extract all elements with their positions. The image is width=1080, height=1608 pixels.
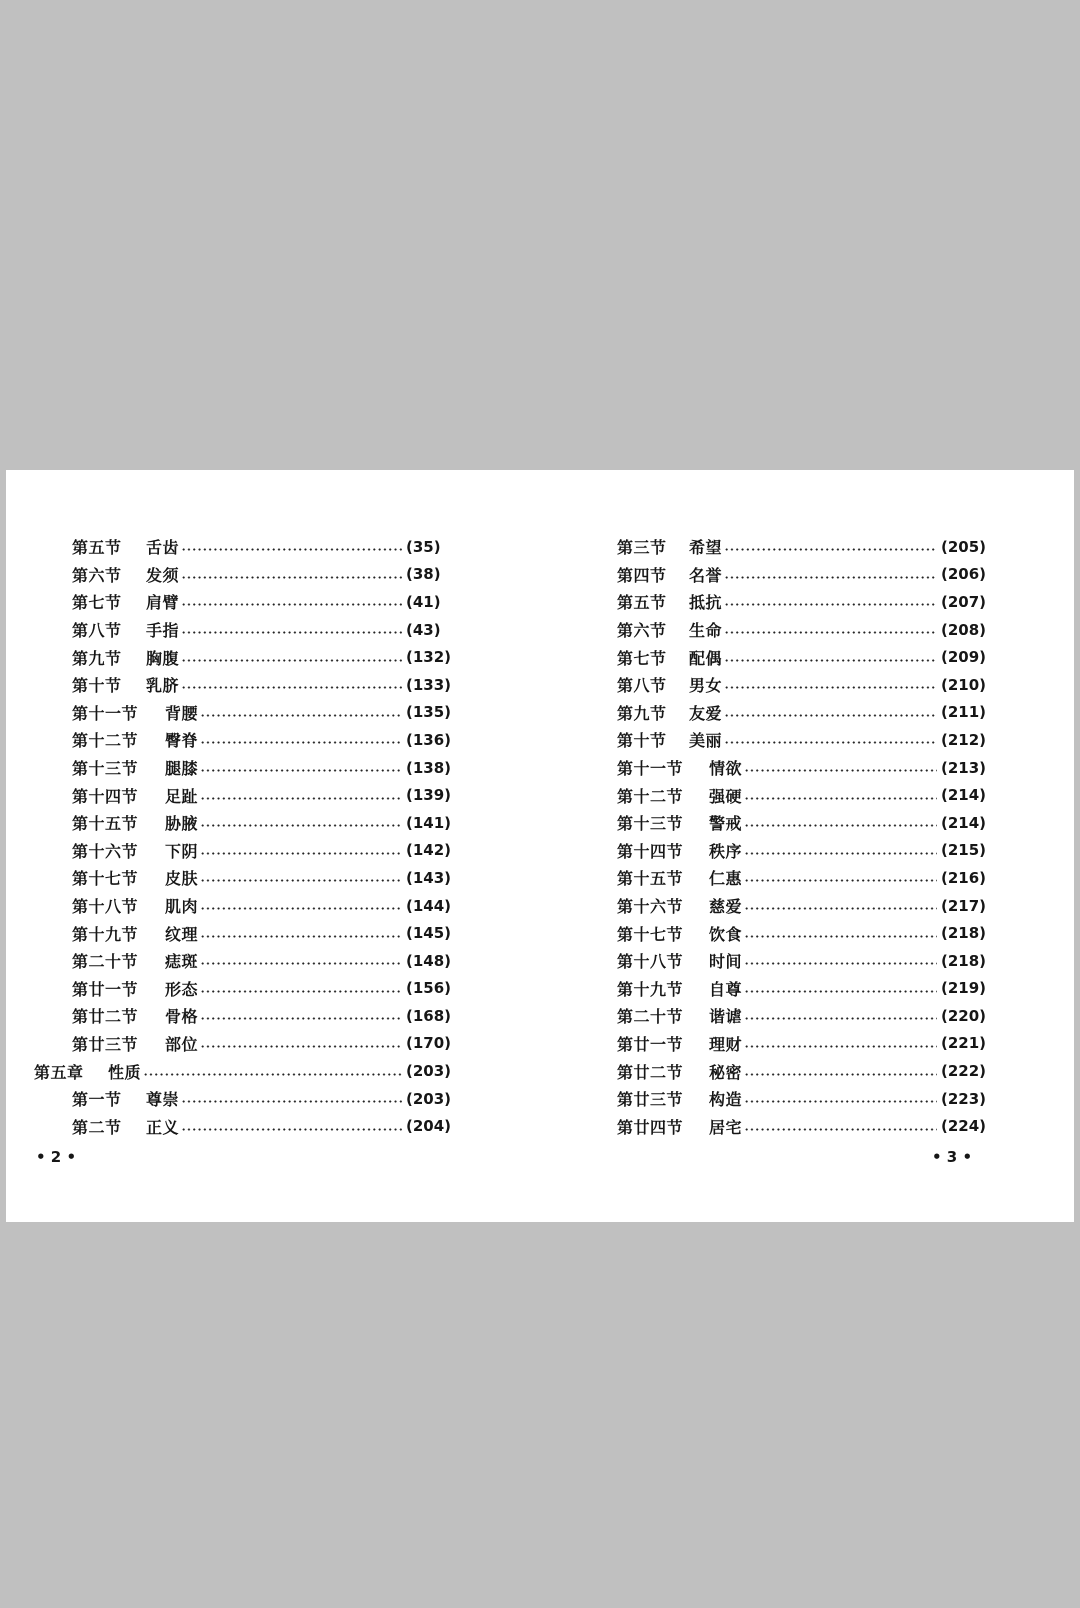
toc-entry-label: [617, 977, 742, 1000]
toc-entry: [34, 533, 454, 561]
page-number-left: • 2 •: [36, 1148, 77, 1166]
toc-leader-dots: [724, 714, 937, 717]
toc-section-title: 纹理: [165, 924, 199, 944]
toc-leader-dots: [181, 686, 402, 689]
toc-entry: [589, 1002, 989, 1030]
toc-leader-dots: [181, 576, 402, 579]
toc-section-number: 第八节: [617, 676, 667, 696]
toc-entry: [589, 643, 989, 671]
toc-entry: [34, 947, 454, 975]
toc-section-number: 第十节: [617, 731, 667, 751]
toc-section-number: 第七节: [72, 593, 122, 613]
toc-section-title: 皮肤: [165, 869, 199, 889]
toc-section-title: 乳脐: [146, 676, 180, 696]
toc-entry: [589, 1030, 989, 1058]
toc-entry-label: [72, 1032, 198, 1055]
toc-leader-dots: [744, 935, 937, 938]
toc-entry: [589, 533, 989, 561]
toc-section-number: 第十二节: [617, 786, 684, 806]
book-spread: [6, 470, 1074, 1222]
toc-section-number: 第十一节: [72, 703, 139, 723]
toc-section-title: 臀脊: [165, 731, 199, 751]
toc-entry-label: [72, 701, 198, 724]
toc-entry-label: [72, 784, 198, 807]
toc-section-title: 背腰: [165, 703, 199, 723]
toc-section-title: 慈爱: [709, 897, 743, 917]
toc-section-number: 第十六节: [72, 841, 139, 861]
toc-page-number: (38): [406, 565, 441, 584]
toc-section-number: 第十节: [72, 676, 122, 696]
toc-page-number: (206): [941, 565, 987, 584]
toc-entry: [34, 699, 454, 727]
toc-leader-dots: [744, 824, 937, 827]
toc-section-title: 性质: [108, 1062, 142, 1082]
toc-section-title: 胁腋: [165, 814, 199, 834]
toc-leader-dots: [744, 879, 937, 882]
toc-page-number: (203): [406, 1089, 452, 1108]
toc-entry-label: [617, 839, 742, 862]
toc-entry-label: [72, 1115, 179, 1138]
toc-entry: [34, 809, 454, 837]
toc-entry-label: [72, 922, 198, 945]
toc-entry-label: [34, 1060, 141, 1083]
toc-entry-label: [72, 949, 198, 972]
toc-section-title: 男女: [689, 676, 723, 696]
toc-leader-dots: [200, 1045, 402, 1048]
toc-page-number: (132): [406, 648, 452, 667]
toc-entry: [589, 864, 989, 892]
toc-page-number: (222): [941, 1062, 987, 1081]
toc-leader-dots: [744, 797, 937, 800]
toc-entry-label: [72, 728, 198, 751]
toc-section-title: 腿膝: [165, 759, 199, 779]
toc-leader-dots: [724, 576, 937, 579]
toc-section-number: 第十五节: [617, 869, 684, 889]
toc-section-number: 第九节: [72, 648, 122, 668]
toc-entry: [34, 1002, 454, 1030]
toc-leader-dots: [744, 1045, 937, 1048]
toc-section-title: 足趾: [165, 786, 199, 806]
toc-section-number: 第一节: [72, 1090, 122, 1110]
toc-section-title: 舌齿: [146, 538, 180, 558]
toc-leader-dots: [200, 990, 402, 993]
toc-entry: [589, 1057, 989, 1085]
toc-leader-dots: [200, 769, 402, 772]
toc-entry-label: [617, 590, 722, 613]
toc-entry: [34, 726, 454, 754]
toc-entry: [34, 837, 454, 865]
toc-entry-label: [617, 949, 742, 972]
toc-entry: [34, 754, 454, 782]
toc-section-number: 第五节: [617, 593, 667, 613]
toc-section-number: 第十二节: [72, 731, 139, 751]
toc-page-number: (205): [941, 537, 987, 556]
toc-section-number: 第十四节: [72, 786, 139, 806]
toc-entry-label: [72, 646, 179, 669]
toc-entry: [589, 975, 989, 1003]
toc-entry-label: [617, 756, 742, 779]
toc-entry: [34, 892, 454, 920]
toc-entry-label: [617, 535, 722, 558]
toc-page-number: (43): [406, 620, 441, 639]
toc-section-title: 部位: [165, 1034, 199, 1054]
toc-entry-label: [617, 563, 722, 586]
toc-page-number: (218): [941, 924, 987, 943]
toc-entry: [589, 1112, 989, 1140]
toc-section-title: 痣斑: [165, 952, 199, 972]
toc-leader-dots: [200, 935, 402, 938]
toc-page-number: (207): [941, 592, 987, 611]
toc-entry-label: [72, 894, 198, 917]
toc-page-number: (143): [406, 868, 452, 887]
toc-entry-label: [617, 701, 722, 724]
toc-leader-dots: [200, 1017, 402, 1020]
toc-section-title: 希望: [689, 538, 723, 558]
toc-section-title: 抵抗: [689, 593, 723, 613]
toc-page-number: (133): [406, 675, 452, 694]
toc-page-number: (135): [406, 703, 452, 722]
toc-entry: [34, 671, 454, 699]
toc-leader-dots: [744, 1017, 937, 1020]
toc-section-number: 第五章: [34, 1062, 84, 1082]
toc-entry-label: [72, 563, 179, 586]
toc-page-number: (136): [406, 730, 452, 749]
toc-entry: [589, 754, 989, 782]
toc-leader-dots: [200, 824, 402, 827]
toc-entry-label: [617, 1115, 742, 1138]
toc-entry: [34, 643, 454, 671]
toc-entry-label: [617, 894, 742, 917]
toc-section-title: 正义: [146, 1117, 180, 1137]
toc-page-number: (139): [406, 786, 452, 805]
toc-leader-dots: [744, 1100, 937, 1103]
toc-section-number: 第十八节: [72, 897, 139, 917]
toc-section-title: 形态: [165, 979, 199, 999]
toc-section-number: 第廿一节: [72, 979, 139, 999]
toc-leader-dots: [181, 548, 402, 551]
toc-leader-dots: [143, 1073, 402, 1076]
toc-section-title: 肌肉: [165, 897, 199, 917]
toc-section-title: 强硬: [709, 786, 743, 806]
toc-entry: [34, 1112, 454, 1140]
toc-entry-label: [617, 784, 742, 807]
toc-page-number: (217): [941, 896, 987, 915]
toc-page-number: (144): [406, 896, 452, 915]
toc-section-number: 第十八节: [617, 952, 684, 972]
toc-leader-dots: [200, 962, 402, 965]
toc-entry: [589, 588, 989, 616]
toc-entry: [589, 809, 989, 837]
toc-page-number: (142): [406, 841, 452, 860]
toc-leader-dots: [744, 769, 937, 772]
toc-section-number: 第廿三节: [617, 1090, 684, 1110]
toc-entry: [589, 671, 989, 699]
toc-chapter-entry: [34, 1057, 454, 1085]
toc-section-title: 饮食: [709, 924, 743, 944]
toc-entry-label: [617, 646, 722, 669]
toc-section-title: 谐谑: [709, 1007, 743, 1027]
toc-leader-dots: [200, 907, 402, 910]
toc-page-number: (145): [406, 924, 452, 943]
toc-entry: [589, 781, 989, 809]
toc-section-title: 自尊: [709, 979, 743, 999]
page-number-right: • 3 •: [932, 1148, 973, 1166]
toc-entry-label: [617, 866, 742, 889]
toc-entry: [34, 1085, 454, 1113]
toc-leader-dots: [181, 603, 402, 606]
toc-leader-dots: [724, 741, 937, 744]
toc-section-number: 第十七节: [72, 869, 139, 889]
toc-page-number: (211): [941, 703, 987, 722]
toc-section-number: 第二节: [72, 1117, 122, 1137]
toc-leader-dots: [724, 686, 937, 689]
toc-leader-dots: [744, 962, 937, 965]
toc-entry-label: [617, 618, 722, 641]
toc-section-title: 手指: [146, 621, 180, 641]
toc-page-number: (138): [406, 758, 452, 777]
toc-section-title: 肩臂: [146, 593, 180, 613]
toc-section-title: 理财: [709, 1034, 743, 1054]
toc-page-number: (219): [941, 979, 987, 998]
toc-section-title: 情欲: [709, 759, 743, 779]
toc-entry: [34, 864, 454, 892]
toc-page-number: (214): [941, 813, 987, 832]
toc-section-title: 配偶: [689, 648, 723, 668]
toc-entry: [589, 892, 989, 920]
toc-page-number: (156): [406, 979, 452, 998]
toc-entry-label: [72, 535, 179, 558]
toc-section-title: 友爱: [689, 703, 723, 723]
toc-section-title: 秩序: [709, 841, 743, 861]
toc-entry-label: [72, 811, 198, 834]
toc-entry: [34, 781, 454, 809]
toc-section-title: 尊崇: [146, 1090, 180, 1110]
toc-section-title: 骨格: [165, 1007, 199, 1027]
toc-entry: [34, 1030, 454, 1058]
toc-section-number: 第六节: [617, 621, 667, 641]
toc-section-number: 第廿一节: [617, 1034, 684, 1054]
toc-entry-label: [617, 811, 742, 834]
toc-left-page: [34, 533, 454, 1140]
toc-section-number: 第十七节: [617, 924, 684, 944]
toc-leader-dots: [200, 852, 402, 855]
toc-page-number: (223): [941, 1089, 987, 1108]
toc-entry-label: [72, 977, 198, 1000]
toc-leader-dots: [744, 907, 937, 910]
toc-leader-dots: [200, 797, 402, 800]
toc-section-title: 下阴: [165, 841, 199, 861]
toc-entry: [34, 616, 454, 644]
toc-leader-dots: [181, 1128, 402, 1131]
toc-page-number: (209): [941, 648, 987, 667]
toc-section-number: 第十九节: [72, 924, 139, 944]
toc-section-title: 生命: [689, 621, 723, 641]
toc-section-number: 第十四节: [617, 841, 684, 861]
toc-entry-label: [72, 673, 179, 696]
toc-entry: [34, 919, 454, 947]
toc-section-number: 第三节: [617, 538, 667, 558]
toc-section-number: 第二十节: [617, 1007, 684, 1027]
toc-right-page: [589, 533, 989, 1140]
toc-leader-dots: [200, 714, 402, 717]
toc-section-number: 第五节: [72, 538, 122, 558]
toc-section-number: 第十三节: [617, 814, 684, 834]
toc-entry: [589, 919, 989, 947]
toc-leader-dots: [724, 659, 937, 662]
toc-entry-label: [72, 756, 198, 779]
toc-entry: [34, 561, 454, 589]
toc-page-number: (212): [941, 730, 987, 749]
toc-leader-dots: [181, 659, 402, 662]
toc-page-number: (35): [406, 537, 441, 556]
toc-page-number: (41): [406, 592, 441, 611]
toc-section-number: 第二十节: [72, 952, 139, 972]
toc-leader-dots: [744, 1128, 937, 1131]
toc-leader-dots: [724, 548, 937, 551]
toc-leader-dots: [744, 852, 937, 855]
toc-page-number: (215): [941, 841, 987, 860]
toc-section-title: 构造: [709, 1090, 743, 1110]
toc-leader-dots: [200, 741, 402, 744]
toc-section-title: 名誉: [689, 565, 723, 585]
toc-entry-label: [72, 866, 198, 889]
toc-entry-label: [617, 1032, 742, 1055]
toc-page-number: (213): [941, 758, 987, 777]
toc-section-number: 第六节: [72, 565, 122, 585]
toc-section-title: 发须: [146, 565, 180, 585]
toc-section-number: 第十九节: [617, 979, 684, 999]
toc-entry-label: [72, 618, 179, 641]
toc-entry: [589, 616, 989, 644]
toc-entry-label: [617, 922, 742, 945]
toc-entry-label: [617, 1087, 742, 1110]
toc-page-number: (148): [406, 951, 452, 970]
toc-section-number: 第廿四节: [617, 1117, 684, 1137]
toc-entry-label: [617, 728, 722, 751]
toc-section-title: 胸腹: [146, 648, 180, 668]
toc-section-number: 第九节: [617, 703, 667, 723]
toc-leader-dots: [181, 631, 402, 634]
toc-entry-label: [72, 1087, 179, 1110]
toc-page-number: (220): [941, 1006, 987, 1025]
toc-page-number: (210): [941, 675, 987, 694]
toc-section-number: 第十一节: [617, 759, 684, 779]
toc-section-title: 警戒: [709, 814, 743, 834]
toc-entry: [589, 837, 989, 865]
toc-section-number: 第十三节: [72, 759, 139, 779]
toc-page-number: (214): [941, 786, 987, 805]
toc-page-number: (141): [406, 813, 452, 832]
toc-entry: [589, 561, 989, 589]
toc-entry-label: [617, 1060, 742, 1083]
toc-leader-dots: [724, 603, 937, 606]
toc-section-number: 第四节: [617, 565, 667, 585]
toc-entry-label: [72, 590, 179, 613]
toc-page-number: (218): [941, 951, 987, 970]
toc-section-number: 第廿三节: [72, 1034, 139, 1054]
toc-section-title: 秘密: [709, 1062, 743, 1082]
toc-entry: [34, 975, 454, 1003]
toc-page-number: (221): [941, 1034, 987, 1053]
toc-entry-label: [72, 1004, 198, 1027]
toc-section-number: 第廿二节: [617, 1062, 684, 1082]
toc-entry-label: [617, 1004, 742, 1027]
toc-entry: [34, 588, 454, 616]
toc-entry: [589, 947, 989, 975]
toc-entry-label: [617, 673, 722, 696]
toc-entry: [589, 699, 989, 727]
toc-page-number: (168): [406, 1006, 452, 1025]
toc-section-title: 时间: [709, 952, 743, 972]
toc-leader-dots: [181, 1100, 402, 1103]
toc-section-number: 第七节: [617, 648, 667, 668]
toc-section-number: 第廿二节: [72, 1007, 139, 1027]
toc-page-number: (216): [941, 868, 987, 887]
toc-leader-dots: [744, 1073, 937, 1076]
toc-page-number: (224): [941, 1117, 987, 1136]
toc-page-number: (203): [406, 1062, 452, 1081]
toc-entry-label: [72, 839, 198, 862]
toc-entry: [589, 726, 989, 754]
toc-leader-dots: [744, 990, 937, 993]
toc-leader-dots: [724, 631, 937, 634]
toc-section-number: 第十六节: [617, 897, 684, 917]
toc-section-number: 第十五节: [72, 814, 139, 834]
toc-section-title: 居宅: [709, 1117, 743, 1137]
toc-entry: [589, 1085, 989, 1113]
toc-section-title: 美丽: [689, 731, 723, 751]
toc-section-title: 仁惠: [709, 869, 743, 889]
toc-page-number: (208): [941, 620, 987, 639]
toc-section-number: 第八节: [72, 621, 122, 641]
toc-page-number: (204): [406, 1117, 452, 1136]
toc-page-number: (170): [406, 1034, 452, 1053]
toc-leader-dots: [200, 879, 402, 882]
